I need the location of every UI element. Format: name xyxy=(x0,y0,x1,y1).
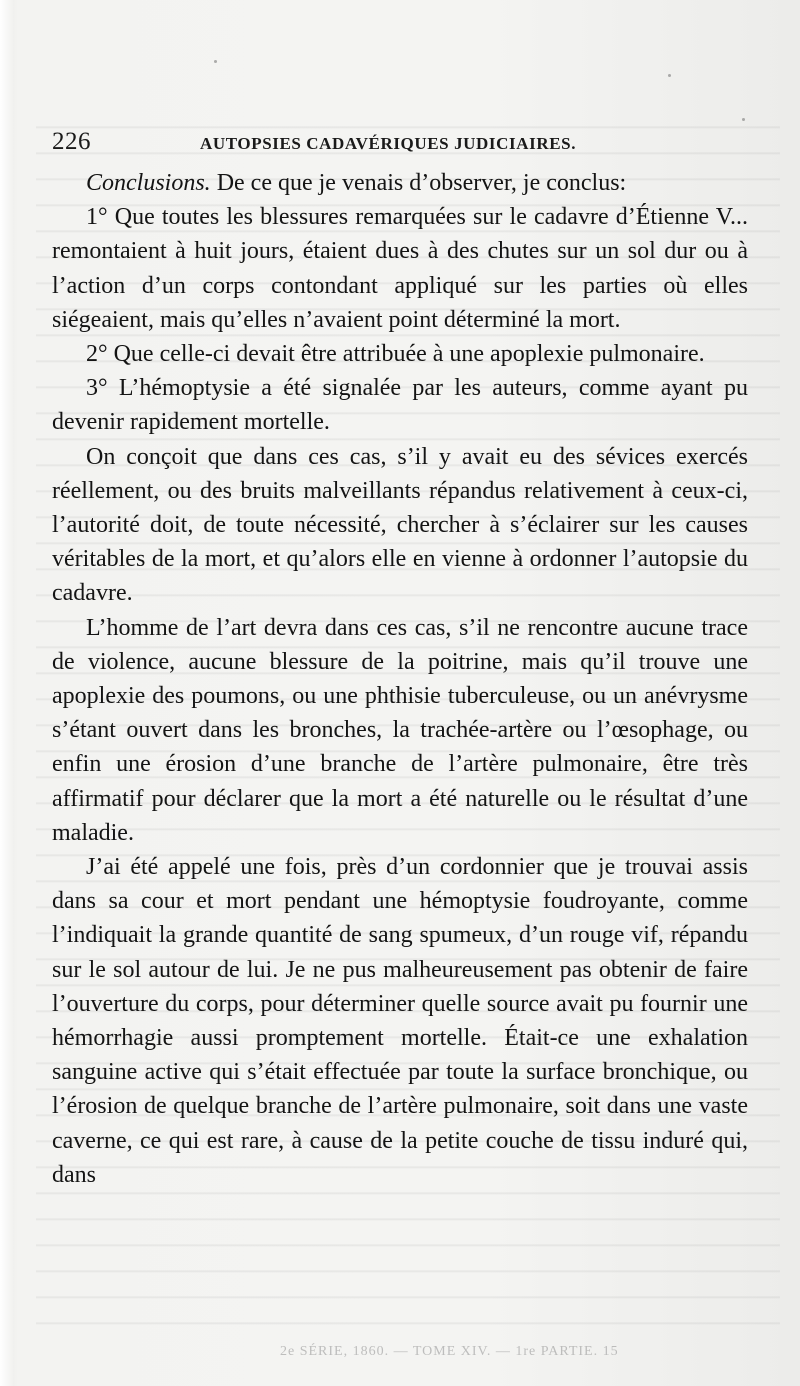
paragraph-conclusion-1: 1° Que toutes les blessures remarquées sur le cadavre d’Étienne V... remontaient à huit jours, étaient dues à des chutes sur un sol dur ou à l’action d’un corps contondant appliqué sur les parties où elles siégeaient, mais qu’elles n’avaient point déterminé la mort. xyxy=(52,204,748,333)
page-number: 226 xyxy=(52,128,91,155)
running-head: AUTOPSIES CADAVÉRIQUES JUDICIAIRES. xyxy=(200,134,577,153)
paragraph-cobbler-case: J’ai été appelé une fois, près d’un cordonnier que je trouvai assis dans sa cour et mort pendant une hémoptysie foudroyante, comme l’indiquait la grande quantité de sang spumeux, d’un rouge vif, répandu sur le sol autour de lui. Je ne pus malheureusement pas obtenir de faire l’ouverture du corps, pour déterminer quelle source avait pu fournir une hémorrhagie aussi promptement mortelle. Était-ce une exhalation sanguine active qui s’était effectuée par toute la surface bronchique, ou l’érosion de quelque branche de l’artère pulmonaire, soit dans une vaste caverne, ce qui est rare, à cause de la petite couche de tissu induré qui, dans xyxy=(52,854,748,1188)
paragraph-conclusion-2: 2° Que celle-ci devait être attribuée à une apoplexie pulmonaire. xyxy=(86,341,705,368)
body-text xyxy=(52,166,748,1192)
conclusions-label: Conclusions. xyxy=(86,170,211,196)
page-header xyxy=(52,128,752,162)
paper-speck xyxy=(668,74,671,77)
page-gutter xyxy=(0,0,14,1386)
paragraph-conclusion-3: 3° L’hémoptysie a été signalée par les auteurs, comme ayant pu devenir rapidement mortelle. xyxy=(52,375,748,436)
paragraph-medical-expert: L’homme de l’art devra dans ces cas, s’il ne rencontre aucune trace de violence, aucune blessure de la poitrine, mais qu’il trouve une apoplexie des poumons, ou une phthisie tuberculeuse, ou un anévrysme s’étant ouvert dans les bronches, la trachée-artère ou l’œsophage, ou enfin une érosion d’une branche de l’artère pulmonaire, être très affirmatif pour déclarer que la mort a été naturelle ou le résultat d’une maladie. xyxy=(52,614,748,846)
paper-speck xyxy=(214,60,217,63)
paper-speck xyxy=(742,118,745,121)
paragraph-autopsy-authority: On conçoit que dans ces cas, s’il y avait eu des sévices exercés réellement, ou des bruits malveillants répandus relativement à ceux-ci, l’autorité doit, de toute nécessité, chercher à s’éclairer sur les causes véritables de la mort, et qu’alors elle en vienne à ordonner l’autopsie du cadavre. xyxy=(52,443,748,607)
paragraph-conclusions xyxy=(52,166,748,200)
show-through-footer: 2e SÉRIE, 1860. — TOME XIV. — 1re PARTIE. 15 xyxy=(280,1344,619,1359)
conclusions-text: De ce que je venais d’observer, je conclus: xyxy=(210,170,627,196)
